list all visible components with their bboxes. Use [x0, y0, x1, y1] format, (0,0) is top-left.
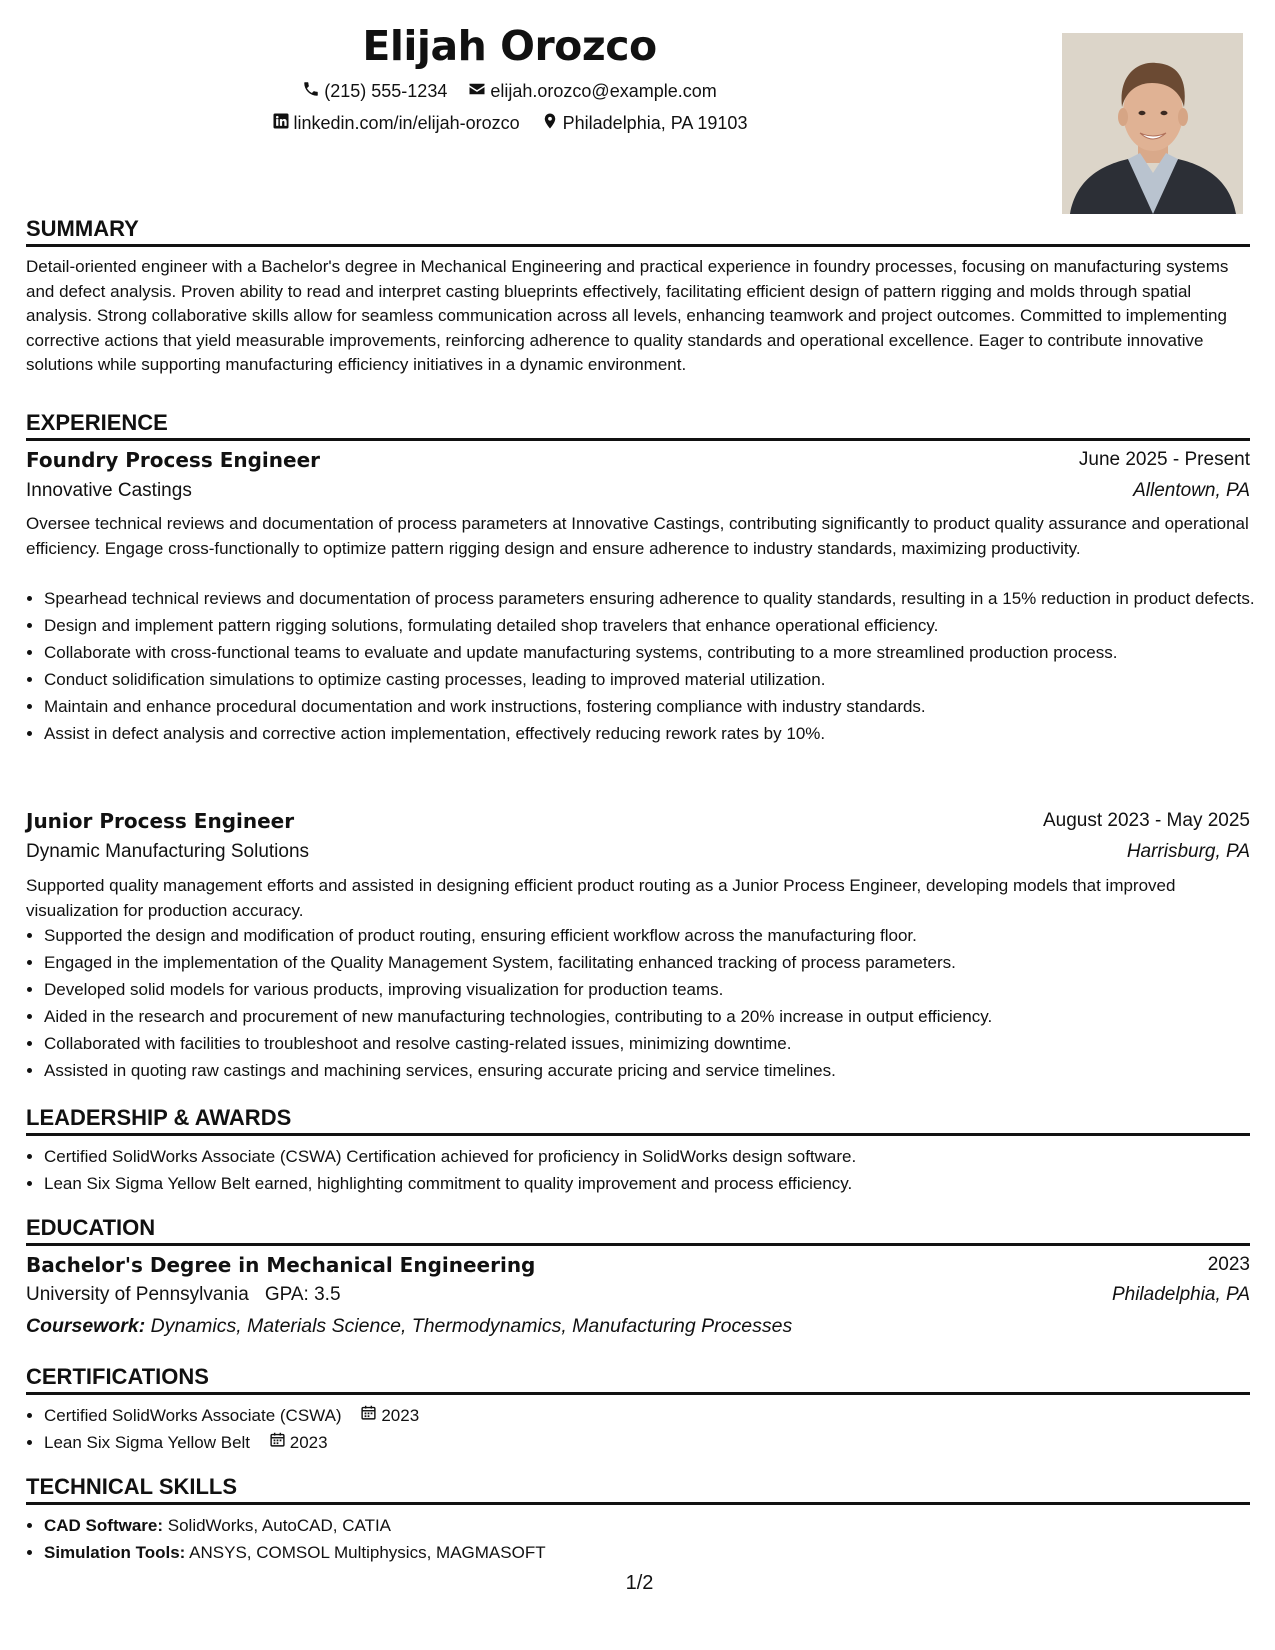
coursework-label: Coursework:	[26, 1315, 146, 1337]
certification-date	[269, 1431, 328, 1455]
contact-line-1	[0, 80, 1147, 103]
candidate-name: Elijah Orozco	[362, 22, 657, 70]
list-item: • Maintain and enhance procedural documentation and work instructions, fostering compliance with industry standards.	[44, 695, 1268, 719]
calendar-icon	[360, 1404, 381, 1428]
skill-label: Simulation Tools:	[44, 1543, 186, 1562]
skill-value: ANSYS, COMSOL Multiphysics, MAGMASOFT	[189, 1543, 546, 1562]
job-dates: August 2023 - May 2025	[1042, 810, 1250, 831]
job-title: Foundry Process Engineer	[26, 448, 321, 472]
skills-list	[26, 1514, 1268, 1568]
phone-item	[302, 80, 447, 103]
list-item: • Collaborate with cross-functional teams to evaluate and update manufacturing systems, contributing to a more streamlined production process.	[44, 641, 1268, 665]
skill-label: CAD Software:	[44, 1516, 164, 1535]
education-heading: EDUCATION	[26, 1215, 1250, 1246]
list-item	[44, 1431, 1268, 1455]
list-item: • Assist in defect analysis and corrective action implementation, effectively reducing rework rates by 10%.	[44, 722, 1268, 746]
page-number: 1/2	[625, 1572, 654, 1594]
list-item: • Supported the design and modification of product routing, ensuring efficient workflow across the manufacturing floor.	[44, 924, 1268, 948]
job-location: Allentown, PA	[1133, 480, 1250, 501]
school-name: University of Pennsylvania	[26, 1284, 249, 1305]
experience-heading: EXPERIENCE	[26, 410, 1250, 441]
list-item: • Conduct solidification simulations to optimize casting processes, leading to improved material utilization.	[44, 668, 1268, 692]
summary-text: Detail-oriented engineer with a Bachelor's degree in Mechanical Engineering and practical experience in foundry processes, focusing on manufacturing systems and defect analysis. Proven ability to read and interpret casting blueprints effectively, facilitating efficient design of pattern rigging and molds through spatial analysis. Strong collaborative skills allow for seamless communication across all levels, enhancing teamwork and project outcomes. Committed to implementing corrective actions that yield measurable improvements, reinforcing adherence to quality standards and operational excellence. Eager to contribute innovative solutions while supporting manufacturing efficiency initiatives in a dynamic environment.	[26, 257, 1229, 374]
envelope-icon	[468, 80, 490, 103]
list-item: • Engaged in the implementation of the Quality Management System, facilitating enhanced tracking of process parameters.	[44, 951, 1268, 975]
certification-name: Certified SolidWorks Associate (CSWA)	[44, 1406, 342, 1425]
list-item: • Assisted in quoting raw castings and machining services, ensuring accurate pricing and service timelines.	[44, 1059, 1268, 1083]
coursework-list: Dynamics, Materials Science, Thermodynamics, Manufacturing Processes	[150, 1315, 793, 1337]
list-item	[44, 1514, 1268, 1538]
job-bullets	[26, 924, 1268, 1086]
list-item: • Design and implement pattern rigging solutions, formulating detailed shop travelers that enhance operational efficiency.	[44, 614, 1268, 638]
degree-title: Bachelor's Degree in Mechanical Engineering	[26, 1253, 536, 1277]
linkedin-item[interactable]	[272, 112, 520, 135]
list-item: • Certified SolidWorks Associate (CSWA) Certification achieved for proficiency in SolidWorks design software.	[44, 1145, 1268, 1169]
location-text: Philadelphia, PA 19103	[562, 113, 748, 133]
certification-year: 2023	[381, 1406, 420, 1425]
school-location: Philadelphia, PA	[1111, 1284, 1250, 1305]
coursework-line	[26, 1315, 792, 1338]
job-description: Oversee technical reviews and documentation of process parameters at Innovative Castings, contributing significantly to product quality assurance and operational efficiency. Engage cross-functionally to optimize pattern rigging design and ensure adherence to industry standards, maximizing productivity.	[26, 514, 1249, 558]
location-item	[541, 112, 748, 135]
job-location: Harrisburg, PA	[1126, 841, 1250, 862]
calendar-icon	[269, 1431, 290, 1455]
email-link[interactable]: elijah.orozco@example.com	[490, 81, 717, 101]
email-item[interactable]	[468, 80, 716, 103]
job-dates: June 2025 - Present	[1078, 449, 1250, 470]
graduation-year: 2023	[1207, 1254, 1250, 1275]
gpa: GPA: 3.5	[264, 1284, 341, 1305]
linkedin-icon	[272, 112, 294, 135]
contact-line-2	[0, 112, 1147, 135]
map-pin-icon	[541, 112, 563, 135]
list-item: • Lean Six Sigma Yellow Belt earned, highlighting commitment to quality improvement and process efficiency.	[44, 1172, 1268, 1196]
company-name: Innovative Castings	[26, 480, 192, 501]
phone-text: (215) 555-1234	[324, 81, 448, 101]
company-name: Dynamic Manufacturing Solutions	[26, 841, 310, 862]
job-description: Supported quality management efforts and assisted in designing efficient product routing as a Junior Process Engineer, developing models that improved visualization for production accuracy.	[26, 876, 1176, 920]
list-item	[44, 1404, 1268, 1428]
list-item: • Developed solid models for various products, improving visualization for production teams.	[44, 978, 1268, 1002]
leadership-list	[26, 1145, 1268, 1199]
leadership-heading: LEADERSHIP & AWARDS	[26, 1105, 1250, 1136]
certification-year: 2023	[289, 1433, 328, 1452]
school-line	[26, 1284, 341, 1306]
phone-icon	[302, 80, 324, 103]
skills-heading: TECHNICAL SKILLS	[26, 1474, 1250, 1505]
skill-value: SolidWorks, AutoCAD, CATIA	[167, 1516, 392, 1535]
profile-photo	[1062, 33, 1243, 214]
list-item	[44, 1541, 1268, 1565]
list-item: • Spearhead technical reviews and documentation of process parameters ensuring adherence to quality standards, resulting in a 15% reduction in product defects.	[44, 587, 1268, 611]
list-item: • Collaborated with facilities to troubleshoot and resolve casting-related issues, minimizing downtime.	[44, 1032, 1268, 1056]
certification-name: Lean Six Sigma Yellow Belt	[44, 1433, 251, 1452]
summary-heading: SUMMARY	[26, 216, 1250, 247]
certification-date	[360, 1404, 419, 1428]
certifications-heading: CERTIFICATIONS	[26, 1364, 1250, 1395]
list-item: • Aided in the research and procurement of new manufacturing technologies, contributing to a 20% increase in output efficiency.	[44, 1005, 1268, 1029]
certifications-list	[26, 1404, 1268, 1458]
job-title: Junior Process Engineer	[26, 809, 295, 833]
linkedin-link[interactable]: linkedin.com/in/elijah-orozco	[293, 113, 520, 133]
job-bullets	[26, 587, 1268, 749]
